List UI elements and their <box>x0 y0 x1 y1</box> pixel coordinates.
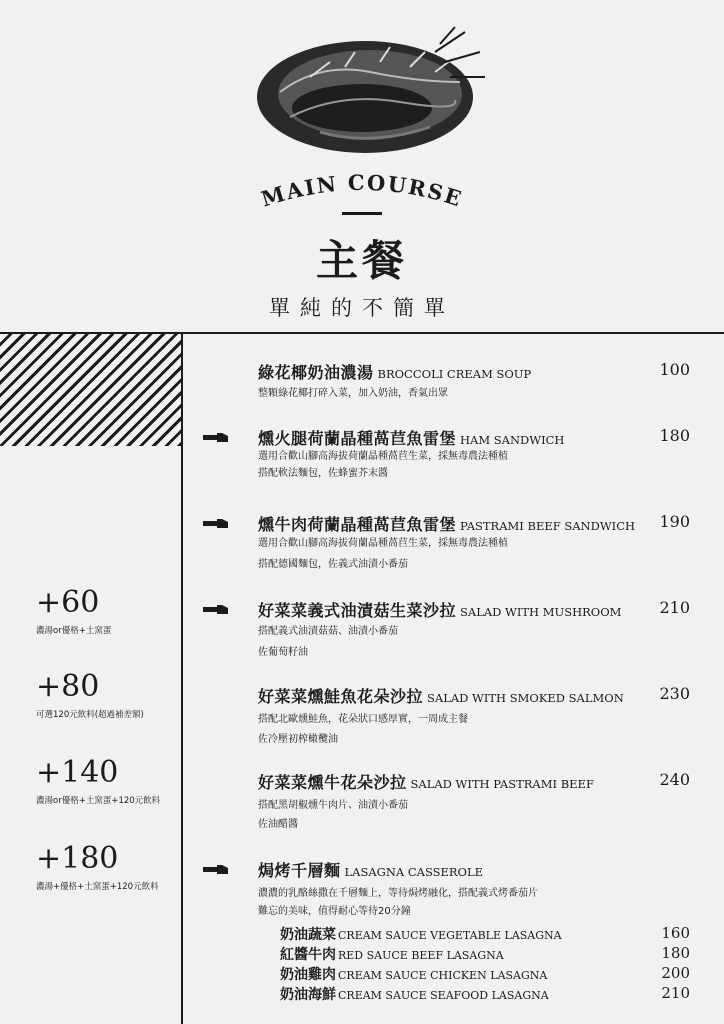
item-name-zh: 燻火腿荷蘭晶種萵苣魚雷堡 <box>258 429 457 448</box>
lasagna-option <box>280 984 690 1002</box>
option-price: 180 <box>661 944 690 962</box>
item-title <box>258 426 564 449</box>
slogan: 單純的不簡單 <box>269 296 455 320</box>
lasagna-option <box>280 964 690 982</box>
item-desc: 濃濃的乳酪絲撒在千層麵上，等待焗烤融化，搭配義式烤番茄片 <box>258 888 538 899</box>
item-title <box>258 684 624 707</box>
item-price: 100 <box>659 360 690 379</box>
option-name-zh: 奶油海鮮 <box>280 987 336 1003</box>
addon-140 <box>36 756 181 806</box>
addon-desc: 濃湯or優格+土窯蛋 <box>36 626 112 636</box>
item-name-zh: 好菜菜燻牛花朵沙拉 <box>258 773 407 792</box>
item-name-zh: 綠花椰奶油濃湯 <box>258 363 374 382</box>
addon-desc: 可選120元飲料(超過補差額) <box>36 710 144 720</box>
option-name-zh: 奶油蔬菜 <box>280 927 336 943</box>
item-title <box>258 360 531 383</box>
item-desc: 選用合歡山腳高海拔荷蘭晶種萵苣生菜，採無毒農法種植 <box>258 451 508 462</box>
title-zh: 主餐 <box>315 236 408 285</box>
option-name-zh: 奶油雞肉 <box>280 967 336 983</box>
dish-illustration-icon <box>250 22 490 162</box>
header <box>0 0 724 330</box>
title-en-text: MAIN COURSE <box>258 169 467 212</box>
item-title <box>258 598 621 621</box>
item-desc: 整顆綠花椰打碎入菜，加入奶油，香氣出眾 <box>258 388 448 399</box>
item-title <box>258 512 635 535</box>
addon-60 <box>36 586 181 636</box>
addon-amount: +80 <box>36 669 100 704</box>
option-name-zh: 紅醬牛肉 <box>280 947 336 963</box>
addon-amount: +140 <box>36 755 119 790</box>
item-name-zh: 焗烤千層麵 <box>258 861 341 880</box>
item-price: 210 <box>659 598 690 617</box>
item-desc: 選用合歡山腳高海拔荷蘭晶種萵苣生菜，採無毒農法種植 <box>258 538 508 549</box>
title-en <box>212 150 512 230</box>
option-name-en: RED SAUCE BEEF LASAGNA <box>338 949 504 962</box>
item-title <box>258 858 483 881</box>
item-name-zh: 好菜菜燻鮭魚花朵沙拉 <box>258 687 424 706</box>
item-name-en: SALAD WITH MUSHROOM <box>460 605 622 619</box>
item-title <box>258 770 594 793</box>
item-desc: 難忘的美味，值得耐心等待20分鐘 <box>258 906 411 917</box>
item-name-zh: 燻牛肉荷蘭晶種萵苣魚雷堡 <box>258 515 457 534</box>
item-desc: 搭配北歐燻鮭魚，花朵狀口感厚實，一周成主餐 <box>258 714 468 725</box>
option-name-en: CREAM SAUCE SEAFOOD LASAGNA <box>338 989 549 1002</box>
item-name-en: SALAD WITH PASTRAMI BEEF <box>410 777 594 791</box>
addon-amount: +60 <box>36 585 100 620</box>
addon-180 <box>36 842 181 892</box>
item-desc: 搭配黑胡椒燻牛肉片、油漬小番茄 <box>258 800 408 811</box>
item-name-en: SALAD WITH SMOKED SALMON <box>427 691 624 705</box>
item-desc: 搭配德國麵包，佐義式油漬小番茄 <box>258 559 408 570</box>
lasagna-option <box>280 924 690 942</box>
pointing-hand-icon <box>203 518 229 530</box>
item-price: 180 <box>659 426 690 445</box>
item-name-en: PASTRAMI BEEF SANDWICH <box>460 519 636 533</box>
item-desc: 佐葡萄籽油 <box>258 647 308 658</box>
addon-desc: 濃湯+優格+土窯蛋+120元飲料 <box>36 882 159 892</box>
item-name-zh: 好菜菜義式油漬菇生菜沙拉 <box>258 601 457 620</box>
pointing-hand-icon <box>203 604 229 616</box>
item-price: 230 <box>659 684 690 703</box>
svg-text:MAIN COURSE <box>258 170 466 212</box>
item-price: 240 <box>659 770 690 789</box>
item-name-en: HAM SANDWICH <box>460 433 565 447</box>
addon-80 <box>36 670 181 720</box>
item-name-en: LASAGNA CASSEROLE <box>344 865 484 879</box>
item-name-en: BROCCOLI CREAM SOUP <box>377 367 532 381</box>
addon-desc: 濃湯or優格+土窯蛋+120元飲料 <box>36 796 161 806</box>
diagonal-stripes-decoration <box>0 334 181 446</box>
item-desc: 佐冷壓初榨橄欖油 <box>258 734 338 745</box>
title-divider <box>342 212 382 215</box>
item-price: 190 <box>659 512 690 531</box>
vertical-divider <box>181 332 183 1024</box>
pointing-hand-icon <box>203 432 229 444</box>
addon-amount: +180 <box>36 841 119 876</box>
item-desc: 搭配義式油漬菇菇、油漬小番茄 <box>258 626 398 637</box>
pointing-hand-icon <box>203 864 229 876</box>
option-price: 200 <box>661 964 690 982</box>
item-desc: 搭配軟法麵包，佐蜂蜜芥末醬 <box>258 468 388 479</box>
option-name-en: CREAM SAUCE CHICKEN LASAGNA <box>338 969 548 982</box>
lasagna-option <box>280 944 690 962</box>
option-price: 160 <box>661 924 690 942</box>
item-desc: 佐油醋醬 <box>258 819 298 830</box>
option-price: 210 <box>661 984 690 1002</box>
option-name-en: CREAM SAUCE VEGETABLE LASAGNA <box>338 929 562 942</box>
